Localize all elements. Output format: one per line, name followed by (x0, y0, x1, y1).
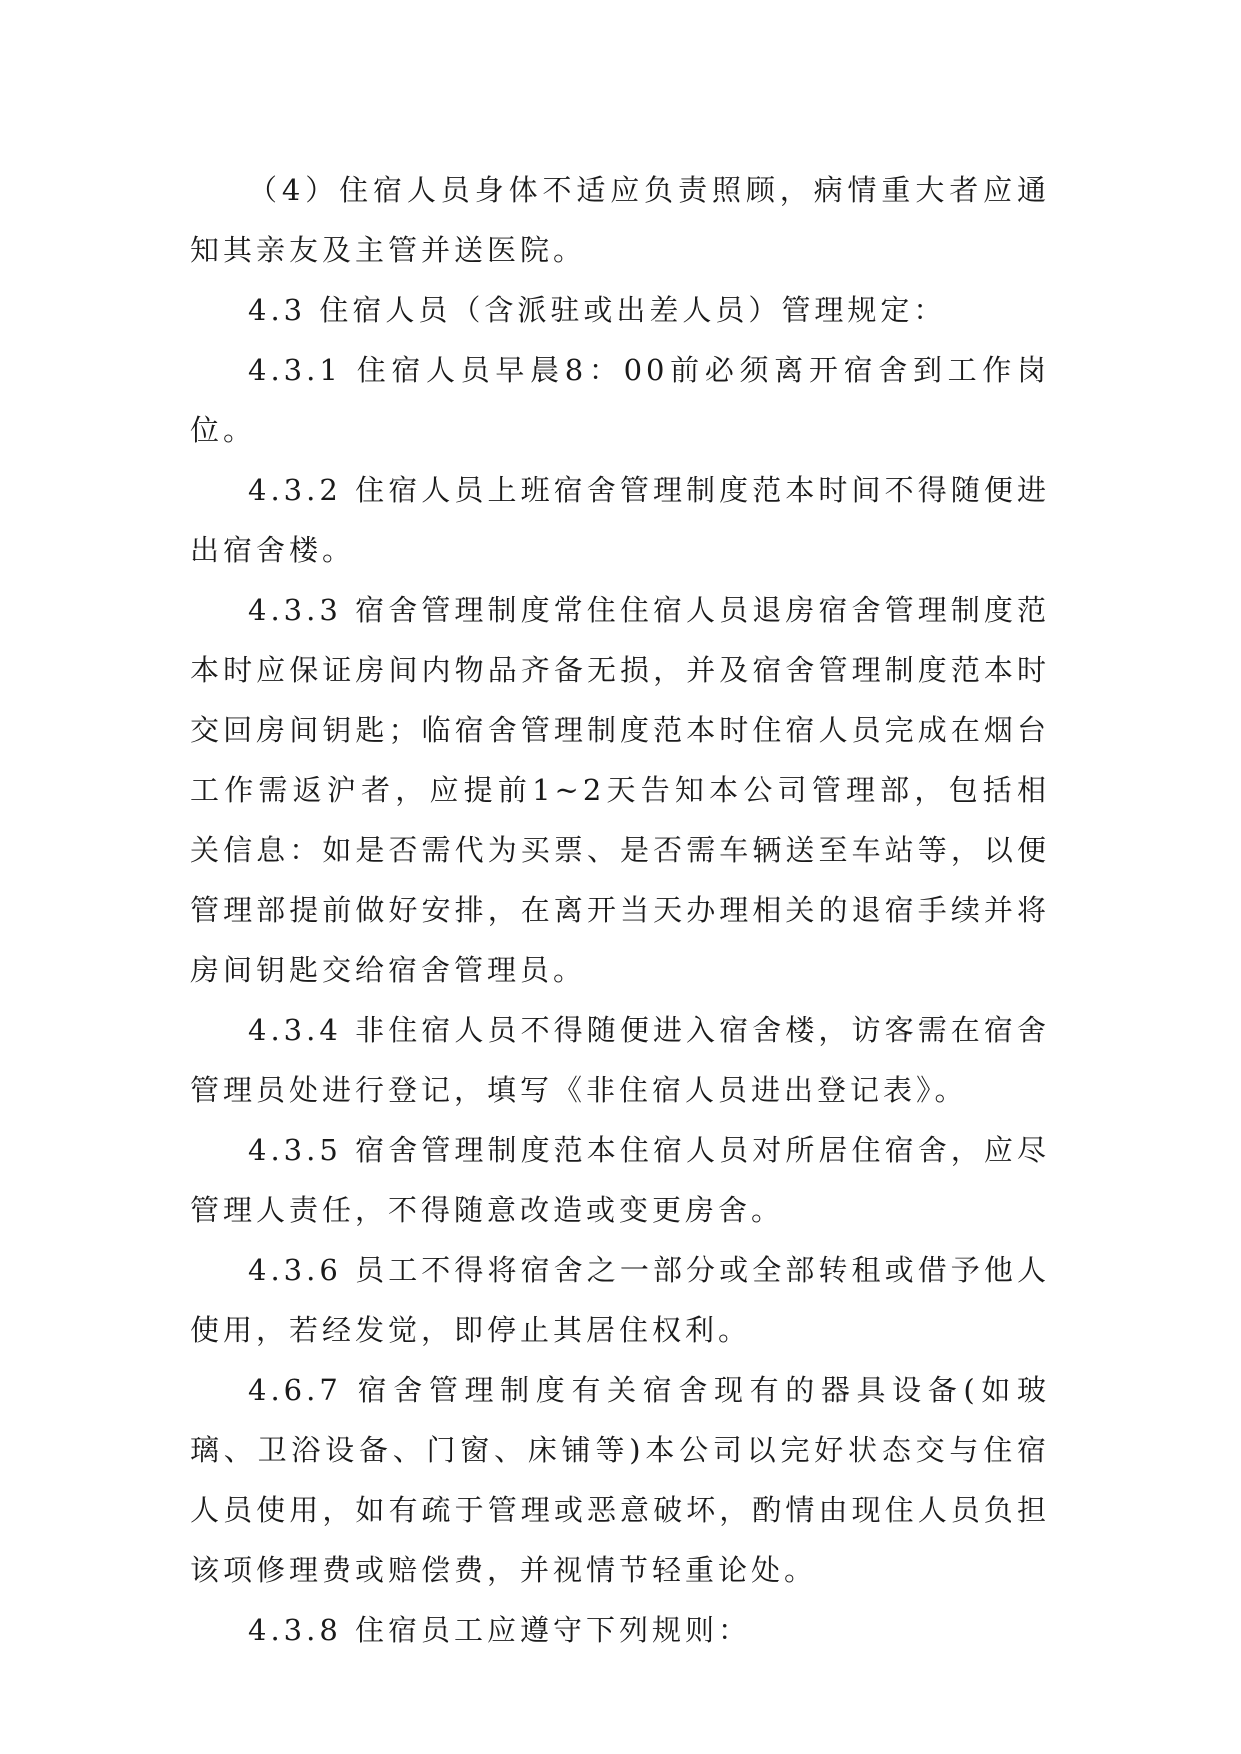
heading-4-3: 4.3 住宿人员（含派驻或出差人员）管理规定： (248, 293, 947, 327)
paragraph-4-3-3: 4.3.3 宿舍管理制度常住住宿人员退房宿舍管理制度范本时应保证房间内物品齐备无损，并及宿舍管理制度范本时交回房间钥匙；临宿舍管理制度范本时住宿人员完成在烟台工作需返沪者，应提前1~2天告知本公司管理部，包括相关信息：如是否需代为买票、是否需车辆送至车站等，以便管理部提前做好安排，在离开当天办理相关的退宿手续并将房间钥匙交给宿舍管理员。 (190, 593, 1050, 987)
paragraph-4-3-6: 4.3.6 员工不得将宿舍之一部分或全部转租或借予他人使用，若经发觉，即停止其居住权利。 (190, 1253, 1050, 1347)
paragraph-4-3-5: 4.3.5 宿舍管理制度范本住宿人员对所居住宿舍，应尽管理人责任，不得随意改造或变更房舍。 (190, 1133, 1050, 1227)
paragraph-4-3-2: 4.3.2 住宿人员上班宿舍管理制度范本时间不得随便进出宿舍楼。 (190, 473, 1050, 567)
paragraph-illness-care: （4）住宿人员身体不适应负责照顾，病情重大者应通知其亲友及主管并送医院。 (190, 173, 1050, 267)
document-body (190, 160, 1050, 1660)
paragraph-4-3-8: 4.3.8 住宿员工应遵守下列规则： (248, 1613, 752, 1647)
paragraph-4-3-4: 4.3.4 非住宿人员不得随便进入宿舍楼，访客需在宿舍管理员处进行登记，填写《非住宿人员进出登记表》。 (190, 1013, 1050, 1107)
paragraph-4-6-7: 4.6.7 宿舍管理制度有关宿舍现有的器具设备(如玻璃、卫浴设备、门窗、床铺等)本公司以完好状态交与住宿人员使用，如有疏于管理或恶意破坏，酌情由现住人员负担该项修理费或赔偿费，并视情节轻重论处。 (190, 1373, 1050, 1587)
paragraph-4-3-1: 4.3.1 住宿人员早晨8：00前必须离开宿舍到工作岗位。 (190, 353, 1050, 447)
